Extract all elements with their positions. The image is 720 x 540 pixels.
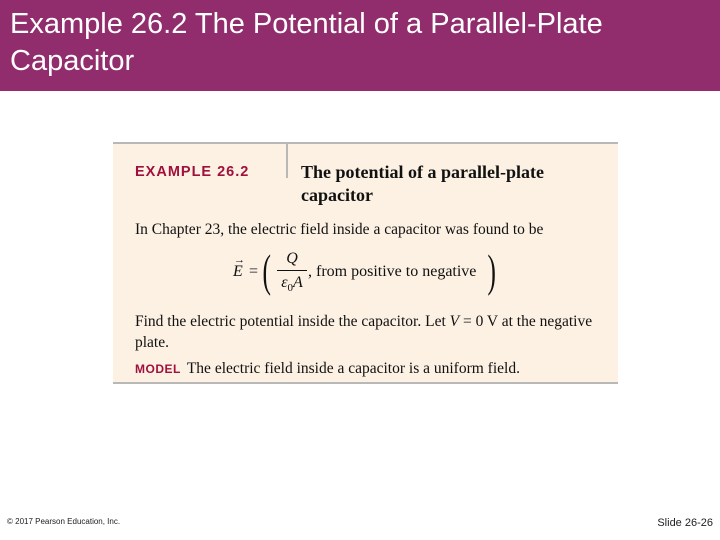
example-title: The potential of a parallel-plate capacitor (301, 162, 544, 205)
vector-arrow-icon: → (234, 254, 245, 266)
copyright-footer: © 2017 Pearson Education, Inc. (7, 517, 121, 526)
example-label: EXAMPLE 26.2 (135, 164, 250, 180)
fraction-numerator: Q (286, 250, 298, 267)
fraction-denominator: $\varepsilon_0A$ (281, 274, 303, 295)
model-label: MODEL (135, 362, 181, 376)
model-row (135, 358, 605, 380)
intro-text: In Chapter 23, the electric field inside a capacitor was found to be (135, 221, 544, 238)
equation-fraction (277, 249, 307, 293)
equation-tail: , from positive to negative (308, 263, 477, 280)
fraction-bar (277, 270, 307, 271)
left-paren: ( (262, 245, 271, 296)
slide-title-bar (0, 0, 720, 91)
equation-lhs: → E (233, 254, 245, 280)
task-text: Find the electric potential inside the capacitor. Let V = 0 V at the negative plate. (135, 313, 593, 351)
slide-title: Example 26.2 The Potential of a Parallel-Plate Capacitor (10, 8, 603, 77)
example-divider (286, 144, 288, 178)
model-text: The electric field inside a capacitor is a uniform field. (186, 360, 520, 377)
example-box (113, 142, 618, 384)
equation-equals: = (249, 263, 259, 280)
right-paren: ) (487, 245, 496, 296)
slide-number: Slide 26-26 (657, 517, 713, 529)
